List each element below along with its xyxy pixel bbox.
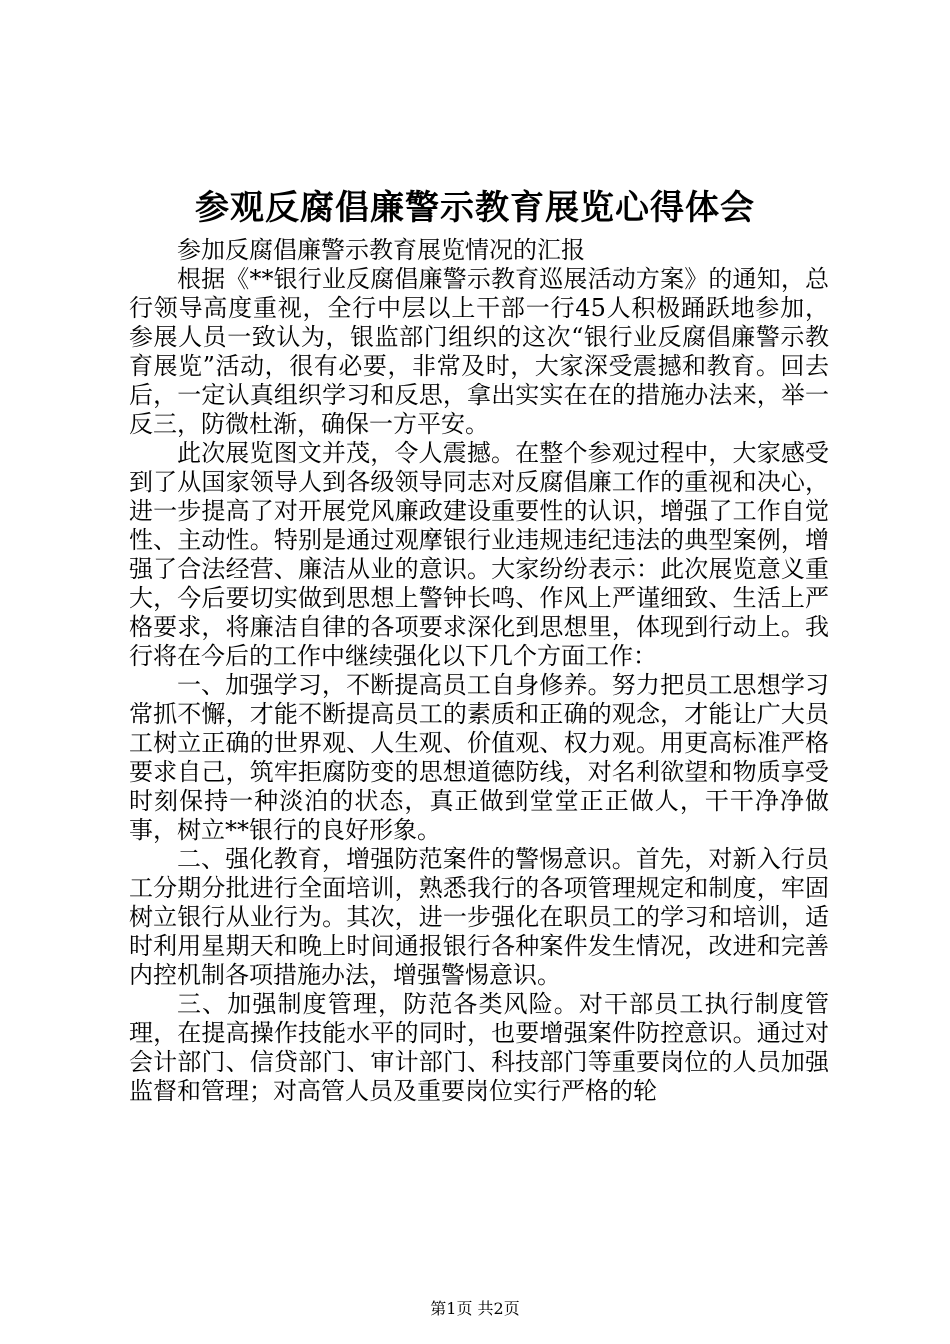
paragraph-subtitle: 参加反腐倡廉警示教育展览情况的汇报	[177, 236, 585, 264]
paragraph-point-2: 二、强化教育，增强防范案件的警惕意识。首先，对新入行员工分期分批进行全面培训，熟悉我行的各项管理规定和制度，牢固树立银行从业行为。其次，进一步强化在职员工的学习和培训，适时利用星期天和晚上时间通报银行各种案件发生情况，改进和完善内控机制各项措施办法，增强警惕意识。	[129, 845, 829, 989]
document-title: 参观反腐倡廉警示教育展览心得体会	[195, 188, 755, 228]
paragraph-intro: 根据《**银行业反腐倡廉警示教育巡展活动方案》的通知，总行领导高度重视，全行中层以上干部一行45人积极踊跃地参加，参展人员一致认为，银监部门组织的这次“银行业反腐倡廉警示教育展览”活动，很有必要，非常及时，大家深受震撼和教育。回去后，一定认真组织学习和反思，拿出实实在在的措施办法来，举一反三，防微杜渐，确保一方平安。	[129, 265, 829, 438]
paragraph-point-3: 三、加强制度管理，防范各类风险。对干部员工执行制度管理，在提高操作技能水平的同时，也要增强案件防控意识。通过对会计部门、信贷部门、审计部门、科技部门等重要岗位的人员加强监督和管理；对高管人员及重要岗位实行严格的轮	[129, 990, 829, 1105]
document-body	[129, 236, 829, 1106]
paragraph-point-1: 一、加强学习，不断提高员工自身修养。努力把员工思想学习常抓不懈，才能不断提高员工的素质和正确的观念，才能让广大员工树立正确的世界观、人生观、价值观、权力观。用更高标准严格要求自己，筑牢拒腐防变的思想道德防线，对名利欲望和物质享受时刻保持一种淡泊的状态，真正做到堂堂正正做人，干干净净做事，树立**银行的良好形象。	[129, 671, 829, 844]
page-footer: 第1页 共2页	[430, 1299, 520, 1318]
paragraph-exhibition: 此次展览图文并茂，令人震撼。在整个参观过程中，大家感受到了从国家领导人到各级领导同志对反腐倡廉工作的重视和决心，进一步提高了对开展党风廉政建设重要性的认识，增强了工作自觉性、主动性。特别是通过观摩银行业违规违纪违法的典型案例，增强了合法经营、廉洁从业的意识。大家纷纷表示：此次展览意义重大，今后要切实做到思想上警钟长鸣、作风上严谨细致、生活上严格要求，将廉洁自律的各项要求深化到思想里，体现到行动上。我行将在今后的工作中继续强化以下几个方面工作：	[129, 439, 829, 670]
